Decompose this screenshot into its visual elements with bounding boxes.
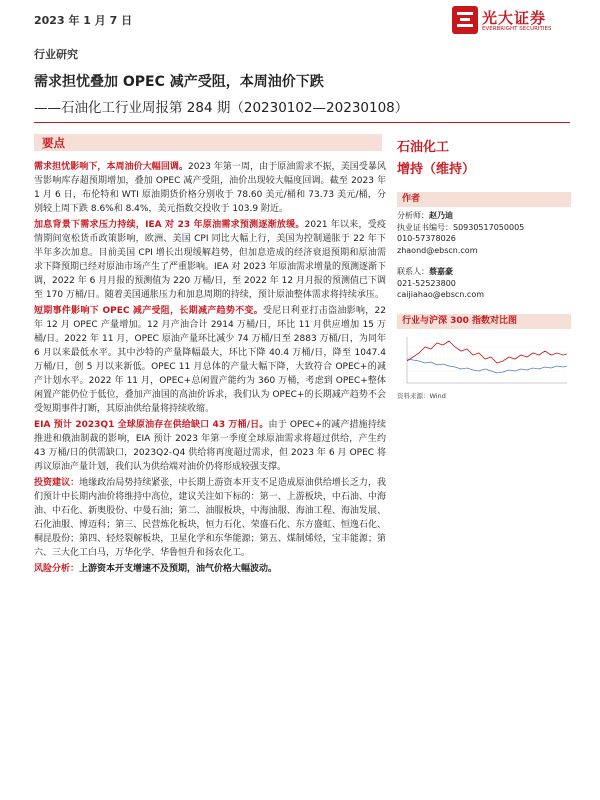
section-label: 要点 — [42, 136, 65, 150]
analyst-phone: 010-57378026 — [397, 234, 456, 243]
rating: 增持（维持） — [397, 162, 476, 177]
chart-source: 资料来源：Wind — [397, 392, 446, 400]
contact-title: 联系人： — [397, 267, 429, 276]
report-subtitle: ——石油化工行业周报第 284 期（20230102—20230108） — [34, 100, 409, 116]
report-title: 需求担忧叠加 OPEC 减产受阻，本周油价下跌 — [34, 74, 324, 90]
industry-name: 石油化工 — [397, 140, 450, 155]
paragraph — [34, 562, 386, 576]
paragraph-lead: 加息背景下需求压力持续，IEA 对 23 年原油需求预测逐渐放缓。 — [34, 220, 305, 230]
paragraph-lead: 投资建议： — [34, 478, 80, 488]
analyst-title: 分析师： — [397, 211, 429, 220]
paragraph-lead: 风险分析： — [34, 564, 80, 574]
contact-email: caijiahao@ebscn.com — [397, 290, 485, 299]
paragraph — [34, 418, 386, 474]
main-content — [34, 160, 386, 578]
contact-block — [397, 266, 484, 301]
paragraph — [34, 476, 386, 560]
author-section-bar: 作者 — [397, 192, 571, 207]
report-date: 2023 年 1 月 7 日 — [34, 14, 133, 27]
paragraph-body: 2021 年以来，受疫情期间宽松货币政策影响，欧洲、美国 CPI 同比大幅上行，美国为控制通胀于 22 年下半年多次加息。目前美国 CPI 增长出现缓解趋势，但加息造成的经济衰退预期和原油需求下降预期已经对原油市场产生了严重影响。IEA 对 2023 年原油需求增量的预测逐渐下调，2022 年 6 月月报的预测值为 220 万桶/日，至 2022 年 12 月月报的预测值已下调至 170 万桶/日。随着美国通胀压力和加息周期的持续，预计原油整体需求将持续承压。 — [34, 220, 386, 300]
analyst-block — [397, 210, 524, 256]
chart-svg — [397, 333, 571, 388]
paragraph-lead: EIA 预计 2023Q1 全球原油存在供给缺口 43 万桶/日。 — [34, 420, 269, 430]
section-header-bar — [34, 134, 382, 151]
paragraph-body: 受尼日利亚打击盗油影响，22 年 12 月 OPEC 产量增加。12 月产油合计 2914 万桶/日，环比 11 月供应增加 15 万桶/日。2022 年 11 月，OPEC 原油产量环比减少 74 万桶/日至 2883 万桶/日，为同年 6 月以来最低水平。其中沙特的产量降幅最大，环比下降 40.4 万桶/日，降至 1047.4 万桶/日，创 5 月以来新低。OPEC 11 月总体的产量大幅下降，大致符合 OPEC+的减产计划水平。2022 年 11 月，OPEC+总闲置产能约为 360 万桶，考虑到 OPEC+整体闲置产能仍位于低位，叠加产油国的高油价诉求，我们认为 OPEC+的长期减产趋势不会受短期事件打断，其原油供给量将持续收缩。 — [34, 306, 386, 414]
doc-type: 行业研究 — [34, 48, 78, 61]
logo-mark-icon — [452, 6, 478, 34]
paragraph-body: 由于 OPEC+的减产措施持续推进和俄油制裁的影响，EIA 预计 2023 年第一季度全球原油需求将超过供给，产生约 43 万桶/日的供需缺口，2023Q2-Q4 供给将再度超过需求，但 2023 年 6 月 OPEC 将再议原油产量计划，我们认为供给端对油价仍将形成较强支撑。 — [34, 420, 386, 472]
analyst-email: zhaond@ebscn.com — [397, 245, 478, 255]
index-comparison-chart — [397, 333, 571, 388]
company-logo — [452, 6, 572, 36]
logo-text-cn: 光大证券 — [482, 9, 547, 27]
analyst-license: 执业证书编号：S0930517050005 — [397, 222, 525, 232]
paragraph — [34, 304, 386, 416]
paragraph-body: 2023 年第一周，由于原油需求不振，美国受暴风雪影响库存超预期增加，叠加 OPEC 减产受阻，油价出现较大幅度回调。截至 2023 年 1 月 6 日，布伦特和 WTI 原油期货价格分别收于 78.60 美元/桶和 73.73 美元/桶，分别较上周下跌 8.6%和 8.4%，美元指数交投收于 103.9 附近。 — [34, 162, 386, 214]
chart-series-line — [407, 341, 567, 363]
paragraph-lead: 短期事件影响下 OPEC 减产受阻，长期减产趋势不变。 — [34, 306, 264, 316]
paragraph — [34, 218, 386, 302]
title-divider — [34, 122, 570, 123]
paragraph-body: 上游资本开支增速不及预期，油气价格大幅波动。 — [79, 564, 278, 574]
chart-title-bar: 行业与沪深 300 指数对比图 — [397, 314, 571, 329]
paragraph-lead: 需求担忧影响下，本周油价大幅回调。 — [34, 162, 189, 172]
logo-text-en: EVERBRIGHT SECURITIES — [482, 26, 552, 32]
analyst-name: 赵乃迪 — [429, 211, 453, 220]
contact-phone: 021-52523800 — [397, 278, 456, 288]
paragraph — [34, 160, 386, 216]
contact-name: 蔡嘉豪 — [429, 267, 453, 276]
paragraph-body: 地缘政治局势持续紧张，中长期上游资本开支不足造成原油供给增长乏力，我们预计中长期内油价将维持中高位，建议关注如下标的：第一、上游板块，中石油、中海油、中石化、新奥股份、中曼石油；第二、油服板块，中海油服、海油工程、海油发展、石化油服、博迈科；第三、民营炼化板块，恒力石化、荣盛石化、东方盛虹、恒逸石化、桐昆股份；第四、轻烃裂解板块，卫星化学和东华能源；第五、煤制烯烃，宝丰能源；第六、三大化工白马，万华化学、华鲁恒升和扬农化工。 — [34, 478, 386, 558]
